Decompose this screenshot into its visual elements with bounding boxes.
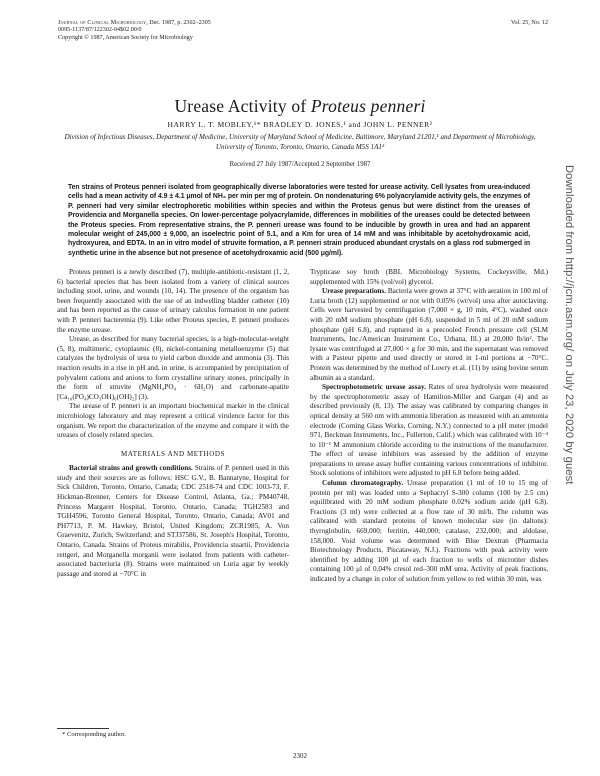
- methods-strains-paragraph: [57, 464, 289, 579]
- assay-paragraph: [310, 383, 548, 479]
- journal-name: Journal of Clinical Microbiology: [58, 20, 147, 26]
- paragraph-body: Rates of urea hydrolysis were measured by the spectrophotometric assay of Hamilton-Miller and Gargan (4) and as described previously (8, 13). The assay was calibrated by comparing changes in optical density at 560 nm with ammonia liberation as measured with an ammonia electrode (Corning Glass Works, Corning, N.Y.) connected to a pH meter (model 971, Beckman Instruments, Inc., Fullerton, Calif.) which was calibrated with 10⁻⁴ to 10⁻¹ M ammonium chloride according to the instructions of the manufacturer. The effect of urease inhibitors was assessed by the addition of enzyme preparations to urease assay buffer containing various concentrations of inhibitor. Stock solutions of inhibitors were adjusted to pH 6.8 before being added.: [310, 383, 548, 478]
- right-column: [310, 268, 548, 585]
- paragraph-body: Urease preparation (1 ml of 10 to 15 mg of protein per ml) was loaded onto a Sephacryl S-300 column (100 by 2.5 cm) equilibrated with 20 mM sodium phosphate 0.02% sodium azide (pH 6.8). Fractions (3 ml) were collected at a flow rate of 30 ml/h. The column was calibrated with standard proteins of known molecular size (in daltons): thyroglobulin, 669,000; ferritin, 440,000; catalase, 232,000; and aldolase, 158,000. Void volume was determined with Blue Dextran (Pharmacia Biotechnology Products, Piscataway, N.J.). Fractions with peak activity were identified by adding 100 μl of each fraction to wells of microtiter dishes containing 100 μl of 0.04% cresol red–300 mM urea. Activity of peak fractions, indicated by a change in color of solution from yellow to red within 30 min, was: [310, 479, 548, 583]
- volume-info: Vol. 25, No. 12: [510, 20, 548, 26]
- continued-paragraph: Trypticase soy broth (BBL Microbiology Systems, Cockeysville, Md.) supplemented with 15% (vol/vol) glycerol.: [310, 268, 548, 286]
- section-heading: MATERIALS AND METHODS: [121, 449, 225, 458]
- runin-heading: Column chromatography.: [322, 479, 404, 488]
- runin-heading: Bacterial strains and growth conditions.: [69, 464, 193, 473]
- paragraph-body: Bacteria were grown at 37°C with aeration in 100 ml of Luria broth (12) supplemented or not with 0.05% (wt/vol) urea after autoclaving. Cells were harvested by centrifugation (7,000 × g, 10 min, 4°C), washed once with 20 mM sodium phosphate (pH 6.8), suspended in 5 ml of 20 mM sodium phosphate (pH 6.8), and ruptured in a precooled French pressure cell (SLM Instruments, Inc./American Instrument Co., Urbana, Ill.) at 20,000 lb/in². The lysate was centrifuged at 27,000 × g for 30 min, and the supernatant was removed with a Pasteur pipette and used directly or stored in 1-ml portions at −70°C. Protein was determined by the method of Lowry et al. (11) by using bovine serum albumin as a standard.: [310, 287, 548, 382]
- intro-paragraph-1: Proteus penneri is a newly described (7), multiple-antibiotic-resistant (1, 2, 6) bacterial species that has been isolated from a variety of clinical sources including stool, urine, and wounds (10, 14). The presence of the organism has been frequently associated with the use of an indwelling bladder catheter (10) and has been reported as the cause of urinary calculus formation in one patient with P. penneri bacteremia (9). Like other Proteus species, P. penneri produces the enzyme urease.: [57, 268, 289, 334]
- copyright: Copyright © 1987, American Society for Microbiology: [58, 34, 193, 41]
- journal-header: [58, 20, 388, 42]
- left-column: [57, 268, 289, 579]
- download-watermark: [562, 165, 576, 605]
- article-title: [40, 96, 560, 116]
- paragraph-body: Strains of P. penneri used in this study and their sources are as follows: HSC G.V., B. Bannatyne, Hospital for Sick Children, Toronto, Ontario, Canada; CDC 2518-74 and CDC 1003-73, F. Hickman-Brenner, Centers for Disease Control, Atlanta, Ga.; PM40748, Princess Margaret Hospital, Toronto, Ontario, Canada; TGH2583 and TGH4596, Toronto General Hospital, Toronto, Ontario, Canada; AV01 and PH7713, P. M. Hawkey, Bristol, United Kingdom; ZCR1985, A. Von Graevenitz, Zurich, Switzerland; and STJ37586, St. Joseph's Hospital, Toronto, Ontario, Canada. Strains of Proteus mirabilis, Providencia stuartii, Providencia rettgeri, and Morganella morganii were isolated from patients with catheter-associated bacteriuria (8). Strains were maintained on Luria agar by weekly passage and stored at −70°C in: [57, 464, 289, 578]
- chromatography-paragraph: [310, 479, 548, 585]
- runin-heading: Urease preparations.: [322, 287, 387, 296]
- watermark-text: Downloaded from http://jcm.asm.org/ on July 23, 2020 by guest: [563, 165, 575, 485]
- issn: 0095-1137/87/122302-04$02.00/0: [58, 27, 142, 34]
- footnote: * Corresponding author.: [62, 731, 126, 738]
- abstract: Ten strains of Proteus penneri isolated from geographically diverse laboratories were tested for urease activity. Cell lysates from urea-induced cells had a mean activity of 4.9 ± 4.1 μmol of NH₃ per min per mg of protein. On nondenaturing 6% polyacrylamide activity gels, the enzymes of P. penneri had very similar electrophoretic mobilities within species and within the Proteus genus but were distinct from the ureases of Providencia and Morganella species. On lower-percentage polyacrylamide, differences in mobilities of the ureases could be detected between the Proteus species. From representative strains, the P. penneri urease was found to be inducible by growth in urea and had an apparent molecular weight of 245,000 ± 9,000, an isoelectric point of 5.1, and a Km for urea of 14 mM and was inhibitable by acetohydroxamic acid, hydroxyurea, and EDTA. In an in vitro model of struvite formation, a P. penneri strain produced abundant crystals on a glass rod submerged in synthetic urine in the absence but not presence of acetohydroxamic acid (500 μg/ml).: [68, 184, 530, 257]
- journal-date-pages: , Dec. 1987, p. 2302–2305: [146, 20, 211, 26]
- page-number: 2302: [293, 752, 307, 760]
- intro-paragraph-2: Urease, as described for many bacterial species, is a high-molecular-weight (5, 8), multimeric, cytoplasmic (8), nickel-containing metalloenzyme (5) that catalyzes the hydrolysis of urea to yield carbon dioxide and ammonia (3). This reaction results in a rise in pH and, in urine, is accompanied by precipitation of polyvalent cations and anions to form crystalline urinary stones, principally in the form of struvite (MgNH₄PO₄ · 6H₂O) and carbonate-apatite [Ca₁₀(PO₄)CO₃OH)₆(OH)₂] (3).: [57, 335, 289, 401]
- intro-paragraph-3: The urease of P. penneri is an important biochemical marker in the clinical microbiology laboratory and may represent a critical virulence factor for this organism. We report the characterization of the enzyme and compare it with the ureases of closely related species.: [57, 402, 289, 440]
- title-text: Urease Activity of: [174, 96, 311, 116]
- urease-prep-paragraph: [310, 287, 548, 383]
- affiliations: Division of Infectious Diseases, Department of Medicine, University of Maryland School of Medicine, Baltimore, Maryland 21201,¹ and Department of Microbiology, University of Toronto, Toronto, Ontario, Canada M5S 1A1²: [64, 133, 536, 151]
- authors: HARRY L. T. MOBLEY,¹* BRADLEY D. JONES,¹ and JOHN L. PENNER²: [167, 120, 433, 129]
- runin-heading: Spectrophotometric urease assay.: [322, 383, 426, 392]
- footnote-rule: [57, 728, 109, 729]
- received-date: Received 27 July 1987/Accepted 2 September 1987: [229, 161, 371, 168]
- title-species: Proteus penneri: [310, 96, 426, 116]
